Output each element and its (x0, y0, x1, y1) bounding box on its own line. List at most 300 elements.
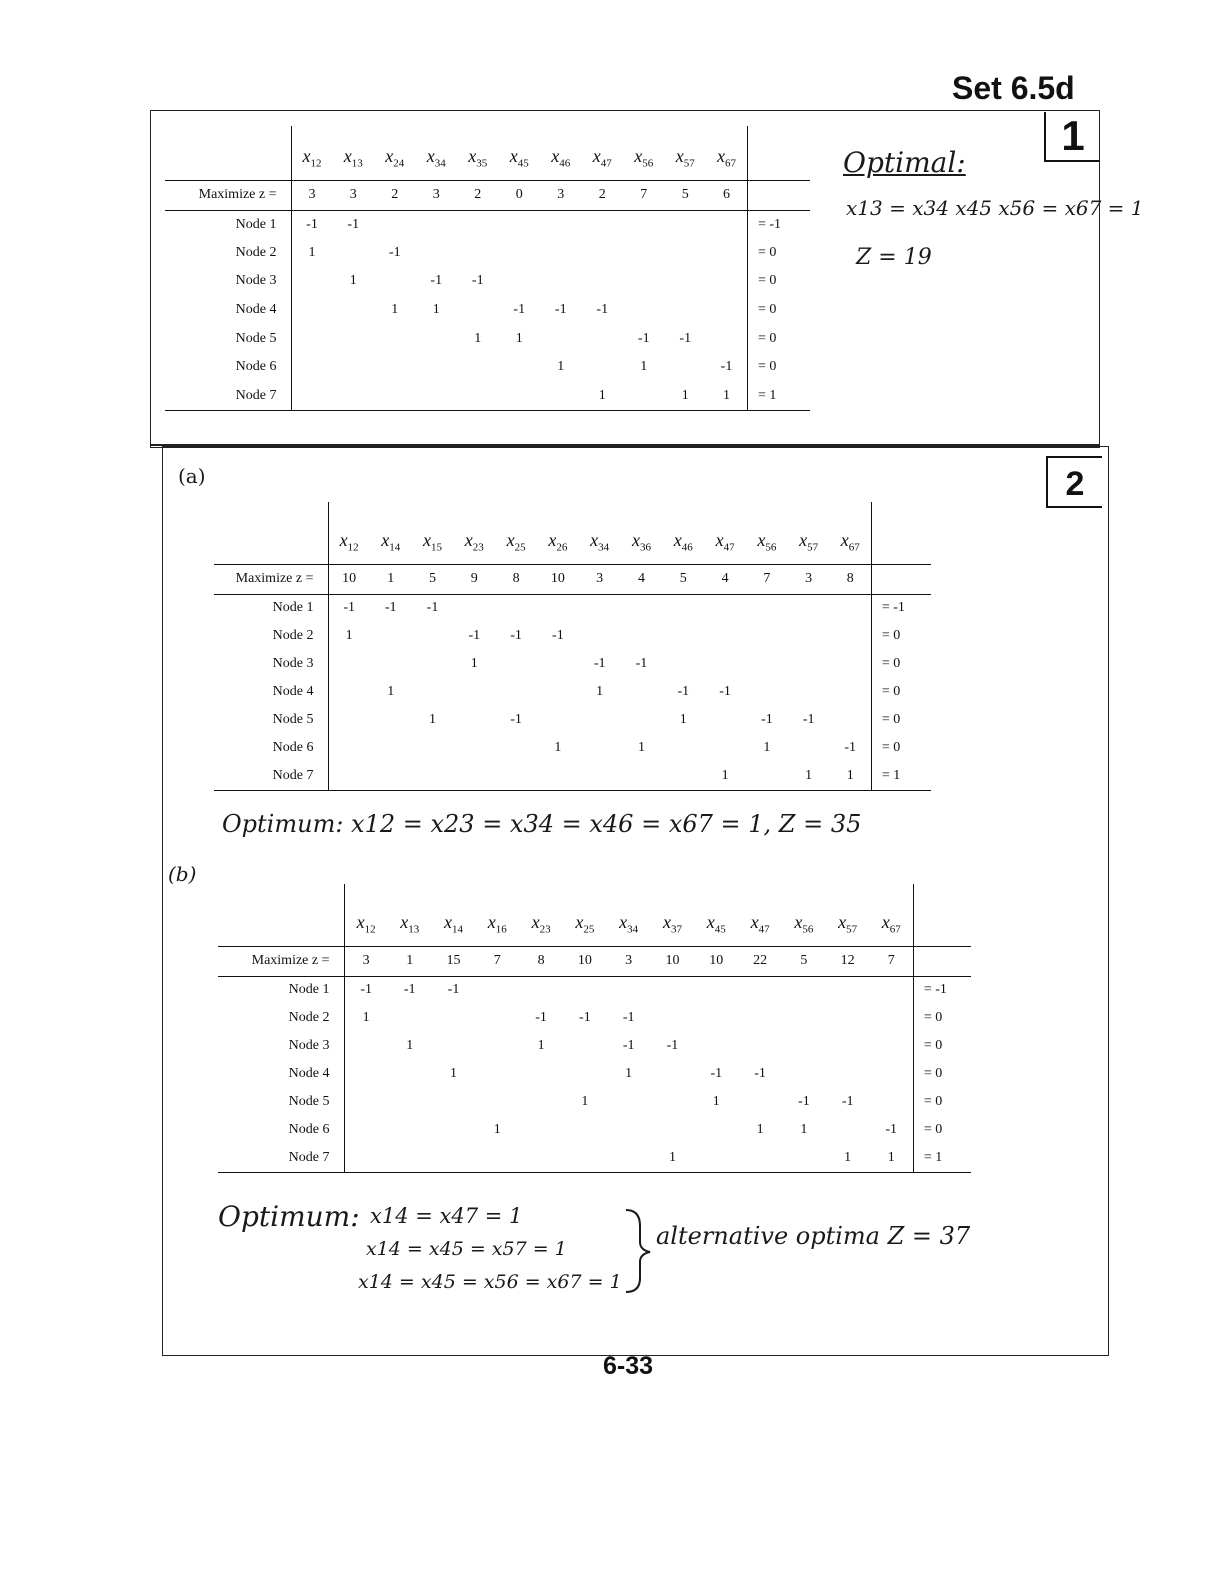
coefficient-cell (746, 650, 788, 678)
node-label: Node 1 (235, 216, 277, 232)
coefficient-cell (432, 1088, 476, 1116)
var-header: $x_{25}$ (575, 911, 595, 936)
part-b-result-line-2: x14 = x45 = x57 = 1 (366, 1238, 567, 1260)
coefficient-cell (432, 1004, 476, 1032)
objective-coefficient: 0 (499, 180, 541, 210)
constraint-row (214, 678, 931, 706)
coefficient-cell (746, 678, 788, 706)
objective-coefficient: 3 (416, 180, 458, 210)
node-label: Node 1 (272, 600, 314, 616)
coefficient-cell (782, 1144, 826, 1172)
coefficient-cell (738, 976, 782, 1004)
coefficient-cell (706, 267, 748, 296)
coefficient-cell: -1 (593, 656, 606, 671)
coefficient-cell (519, 1088, 563, 1116)
coefficient-cell: 1 (493, 1122, 501, 1137)
rhs-cell: = 0 (871, 706, 931, 734)
coefficient-cell (704, 650, 746, 678)
coefficient-cell (495, 678, 537, 706)
coefficient-cell (623, 239, 665, 268)
coefficient-cell (291, 353, 333, 382)
coefficient-cell: 1 (387, 684, 395, 699)
coefficient-cell (374, 324, 416, 353)
problem-1-optimal-title: Optimal: (843, 146, 966, 179)
coefficient-cell (344, 1088, 388, 1116)
objective-coefficient: 3 (788, 564, 830, 594)
coefficient-cell: -1 (552, 628, 564, 643)
var-header: $x_{13}$ (343, 145, 363, 170)
var-header: $x_{34}$ (426, 145, 446, 170)
constraint-row (214, 594, 931, 622)
coefficient-cell: 1 (763, 740, 771, 755)
coefficient-cell (416, 210, 458, 239)
var-header: $x_{56}$ (634, 145, 654, 170)
coefficient-cell: -1 (384, 600, 397, 616)
page-number: 6-33 (603, 1352, 654, 1380)
var-header: $x_{16}$ (487, 911, 507, 936)
coefficient-cell (870, 1060, 914, 1088)
node-label: Node 3 (235, 273, 277, 289)
var-header: $x_{57}$ (799, 529, 819, 554)
coefficient-cell (457, 382, 499, 411)
var-header: $x_{37}$ (662, 911, 682, 936)
objective-coefficient: 10 (563, 946, 607, 976)
coefficient-cell (563, 1032, 607, 1060)
node-label: Node 2 (235, 244, 277, 260)
coefficient-cell: 1 (800, 1122, 808, 1137)
coefficient-cell: -1 (622, 1010, 635, 1025)
var-header: $x_{57}$ (838, 911, 858, 936)
coefficient-cell (412, 650, 454, 678)
constraint-row (214, 762, 931, 790)
coefficient-cell (344, 1116, 388, 1144)
objective-label: Maximize z = (165, 180, 291, 210)
coefficient-cell (746, 594, 788, 622)
coefficient-cell (621, 622, 663, 650)
coefficient-cell (704, 706, 746, 734)
coefficient-cell (826, 976, 870, 1004)
coefficient-cell (388, 1116, 432, 1144)
coefficient-cell (665, 210, 707, 239)
coefficient-cell: 1 (830, 762, 872, 790)
coefficient-cell: 1 (474, 330, 482, 346)
rhs-cell: = 0 (748, 267, 810, 296)
coefficient-cell (738, 1088, 782, 1116)
coefficient-cell (519, 1060, 563, 1088)
coefficient-cell (333, 382, 375, 411)
coefficient-cell (621, 594, 663, 622)
coefficient-cell: -1 (554, 302, 567, 318)
coefficient-cell (328, 762, 370, 790)
coefficient-cell (607, 1144, 651, 1172)
coefficient-cell (607, 976, 651, 1004)
rhs-cell: = 0 (913, 1060, 971, 1088)
rhs-cell: = 0 (913, 1116, 971, 1144)
coefficient-cell (432, 1144, 476, 1172)
coefficient-cell (738, 1032, 782, 1060)
coefficient-cell: 1 (291, 239, 333, 268)
coefficient-cell (563, 976, 607, 1004)
coefficient-cell: 1 (554, 740, 562, 755)
coefficient-cell: -1 (679, 330, 692, 346)
node-label: Node 2 (272, 628, 314, 643)
var-header: $x_{56}$ (794, 911, 814, 936)
coefficient-cell: -1 (754, 1066, 766, 1081)
coefficient-cell: -1 (677, 684, 690, 699)
coefficient-cell (746, 762, 788, 790)
coefficient-cell (416, 324, 458, 353)
coefficient-cell (826, 1032, 870, 1060)
coefficient-cell (582, 210, 624, 239)
rhs-cell: = 1 (913, 1144, 971, 1172)
coefficient-cell: -1 (347, 216, 360, 232)
coefficient-cell (621, 678, 663, 706)
node-label: Node 4 (272, 684, 314, 699)
objective-coefficient: 2 (374, 180, 416, 210)
node-label: Node 1 (288, 982, 330, 998)
coefficient-cell (519, 1116, 563, 1144)
rhs-cell: = 0 (871, 622, 931, 650)
coefficient-cell (291, 382, 333, 411)
objective-coefficient: 15 (432, 946, 476, 976)
var-header: $x_{13}$ (400, 911, 420, 936)
problem-1-table (165, 126, 810, 411)
rhs-cell: = -1 (871, 594, 931, 622)
rhs-cell: = 0 (913, 1088, 971, 1116)
coefficient-cell (788, 622, 830, 650)
coefficient-cell (694, 1116, 738, 1144)
objective-coefficient: 3 (291, 180, 333, 210)
objective-coefficient: 7 (475, 946, 519, 976)
coefficient-cell (651, 1060, 695, 1088)
rhs-cell: = 0 (913, 1004, 971, 1032)
coefficient-cell: 1 (406, 1038, 414, 1053)
coefficient-cell (432, 1116, 476, 1144)
coefficient-cell: 1 (712, 1094, 720, 1109)
coefficient-cell: 1 (665, 382, 707, 411)
coefficient-cell (388, 1144, 432, 1172)
objective-coefficient: 4 (704, 564, 746, 594)
part-a-table (214, 502, 931, 791)
coefficient-cell (782, 1004, 826, 1032)
constraint-row (214, 622, 931, 650)
objective-coefficient: 7 (746, 564, 788, 594)
coefficient-cell: -1 (510, 712, 522, 727)
coefficient-cell (870, 1088, 914, 1116)
coefficient-cell (651, 1088, 695, 1116)
objective-coefficient: 8 (830, 564, 872, 594)
coefficient-cell: -1 (291, 210, 333, 239)
constraint-row (218, 1088, 971, 1116)
coefficient-cell (495, 650, 537, 678)
coefficient-cell (475, 1004, 519, 1032)
constraint-row (165, 382, 810, 411)
coefficient-cell: -1 (510, 628, 522, 643)
var-header: $x_{47}$ (592, 145, 612, 170)
node-label: Node 7 (214, 762, 328, 790)
coefficient-cell (291, 296, 333, 325)
var-header: $x_{12}$ (344, 884, 388, 946)
var-header: $x_{56}$ (757, 529, 777, 554)
coefficient-cell (344, 1032, 388, 1060)
coefficient-cell (662, 594, 704, 622)
objective-coefficient: 7 (870, 946, 914, 976)
coefficient-cell (826, 1004, 870, 1032)
coefficient-cell: -1 (344, 976, 388, 1004)
var-header: $x_{12}$ (328, 502, 370, 564)
constraint-row (214, 734, 931, 762)
coefficient-cell (830, 650, 872, 678)
coefficient-cell (537, 678, 579, 706)
objective-coefficient: 3 (344, 946, 388, 976)
coefficient-cell (333, 239, 375, 268)
var-header: $x_{46}$ (673, 529, 693, 554)
coefficient-cell (519, 976, 563, 1004)
coefficient-cell: -1 (596, 302, 609, 318)
rhs-cell: = 0 (748, 324, 810, 353)
coefficient-cell: 1 (637, 740, 645, 755)
node-label: Node 7 (218, 1144, 344, 1172)
coefficient-cell (582, 267, 624, 296)
var-header: $x_{24}$ (385, 145, 405, 170)
coefficient-cell (457, 210, 499, 239)
constraint-row (218, 1032, 971, 1060)
coefficient-cell (782, 976, 826, 1004)
coefficient-cell (665, 353, 707, 382)
coefficient-cell (453, 706, 495, 734)
var-header: $x_{15}$ (422, 529, 442, 554)
part-b-alternative-note: alternative optima Z = 37 (656, 1222, 971, 1250)
coefficient-cell (388, 1088, 432, 1116)
rhs-cell: = 1 (871, 762, 931, 790)
objective-coefficient: 1 (370, 564, 412, 594)
constraint-row (218, 976, 971, 1004)
coefficient-cell: 1 (679, 712, 687, 727)
coefficient-cell (475, 1060, 519, 1088)
objective-coefficient: 5 (662, 564, 704, 594)
objective-coefficient: 1 (388, 946, 432, 976)
var-header: $x_{57}$ (675, 145, 695, 170)
objective-coefficient: 2 (457, 180, 499, 210)
constraint-row (214, 706, 931, 734)
objective-coefficient: 5 (665, 180, 707, 210)
coefficient-cell (416, 239, 458, 268)
coefficient-cell: -1 (719, 684, 731, 699)
coefficient-cell (788, 734, 830, 762)
coefficient-cell: 1 (515, 330, 523, 346)
part-b-table (218, 884, 971, 1173)
node-label: Node 2 (288, 1010, 330, 1025)
var-header: $x_{67}$ (840, 529, 860, 554)
coefficient-cell: -1 (388, 244, 401, 260)
var-header: $x_{34}$ (590, 529, 610, 554)
var-header: $x_{47}$ (715, 529, 735, 554)
coefficient-cell: -1 (471, 273, 484, 289)
coefficient-cell (582, 324, 624, 353)
coefficient-cell (540, 239, 582, 268)
coefficient-cell (291, 324, 333, 353)
objective-coefficient: 3 (579, 564, 621, 594)
objective-coefficient: 12 (826, 946, 870, 976)
var-header: $x_{25}$ (506, 529, 526, 554)
coefficient-cell: 1 (625, 1066, 633, 1081)
coefficient-cell (412, 678, 454, 706)
coefficient-cell (416, 353, 458, 382)
coefficient-cell (495, 762, 537, 790)
curly-brace (620, 1206, 660, 1296)
node-label: Node 3 (288, 1038, 330, 1053)
var-header: $x_{67}$ (881, 911, 901, 936)
coefficient-cell: -1 (720, 359, 733, 375)
coefficient-cell (651, 1004, 695, 1032)
problem-2-badge: 2 (1046, 456, 1102, 508)
node-label: Node 5 (288, 1094, 330, 1109)
coefficient-cell: 1 (581, 1094, 589, 1109)
coefficient-cell (457, 239, 499, 268)
coefficient-cell (333, 324, 375, 353)
coefficient-cell (374, 267, 416, 296)
coefficient-cell (662, 734, 704, 762)
part-b-result-title: Optimum: (218, 1200, 360, 1233)
coefficient-cell: -1 (666, 1038, 679, 1053)
coefficient-cell: 1 (391, 302, 399, 318)
objective-coefficient: 5 (412, 564, 454, 594)
coefficient-cell (499, 267, 541, 296)
coefficient-cell: -1 (761, 712, 773, 727)
coefficient-cell (706, 324, 748, 353)
coefficient-cell (623, 267, 665, 296)
var-header: $x_{36}$ (631, 529, 651, 554)
coefficient-cell (746, 622, 788, 650)
coefficient-cell: -1 (637, 330, 650, 346)
coefficient-cell (495, 734, 537, 762)
var-header: $x_{67}$ (717, 145, 736, 170)
part-b-result-line-1: x14 = x47 = 1 (370, 1204, 523, 1228)
node-label: Node 7 (165, 382, 291, 411)
coefficient-cell (416, 382, 458, 411)
objective-coefficient: 3 (607, 946, 651, 976)
coefficient-cell (291, 267, 333, 296)
coefficient-cell: -1 (468, 628, 481, 643)
coefficient-cell (607, 1088, 651, 1116)
rhs-cell: = 0 (748, 239, 810, 268)
coefficient-cell (499, 210, 541, 239)
constraint-row (165, 239, 810, 268)
var-header: $x_{45}$ (706, 911, 726, 936)
coefficient-cell (537, 594, 579, 622)
coefficient-cell (830, 594, 872, 622)
problem-1-optimal-solution: x13 = x34 x45 x56 = x67 = 1 (846, 196, 1144, 220)
set-title: Set 6.5d (952, 70, 1075, 106)
coefficient-cell (621, 706, 663, 734)
coefficient-cell (412, 734, 454, 762)
rhs-cell: = 0 (871, 734, 931, 762)
coefficient-cell: 1 (596, 684, 604, 699)
coefficient-cell: 1 (470, 656, 478, 671)
coefficient-cell: -1 (328, 594, 370, 622)
coefficient-cell (651, 976, 695, 1004)
coefficient-cell: -1 (430, 273, 443, 289)
var-header: $x_{26}$ (548, 529, 568, 554)
coefficient-cell (475, 1088, 519, 1116)
rhs-cell: = 0 (748, 353, 810, 382)
coefficient-cell: 1 (557, 359, 565, 375)
coefficient-cell (537, 650, 579, 678)
coefficient-cell (788, 594, 830, 622)
coefficient-cell: 1 (706, 382, 748, 411)
coefficient-cell: 1 (328, 622, 370, 650)
coefficient-cell (665, 239, 707, 268)
problem-1-badge: 1 (1044, 112, 1100, 162)
coefficient-cell: 1 (826, 1144, 870, 1172)
coefficient-cell (475, 976, 519, 1004)
coefficient-cell (694, 1032, 738, 1060)
objective-coefficient: 8 (519, 946, 563, 976)
objective-coefficient: 3 (540, 180, 582, 210)
coefficient-cell: 1 (344, 1004, 388, 1032)
part-b-label: (b) (168, 862, 197, 886)
part-b-result-line-3: x14 = x45 = x56 = x67 = 1 (358, 1271, 622, 1293)
coefficient-cell: 1 (704, 762, 746, 790)
coefficient-cell: 1 (432, 302, 440, 318)
coefficient-cell: 1 (651, 1144, 695, 1172)
coefficient-cell (782, 1032, 826, 1060)
coefficient-cell: 1 (756, 1122, 764, 1137)
coefficient-cell (370, 650, 412, 678)
coefficient-cell: 1 (870, 1144, 914, 1172)
rhs-cell: = -1 (913, 976, 971, 1004)
coefficient-cell (830, 622, 872, 650)
objective-coefficient: 9 (453, 564, 495, 594)
coefficient-cell (738, 1144, 782, 1172)
coefficient-cell (651, 1116, 695, 1144)
coefficient-cell: 1 (428, 712, 436, 727)
coefficient-cell (370, 762, 412, 790)
constraint-row (165, 210, 810, 239)
coefficient-cell: -1 (841, 1094, 854, 1109)
rhs-cell: = 0 (871, 678, 931, 706)
constraint-row (165, 324, 810, 353)
coefficient-cell: -1 (885, 1122, 898, 1137)
coefficient-cell (582, 353, 624, 382)
coefficient-cell (453, 734, 495, 762)
coefficient-cell (870, 976, 914, 1004)
coefficient-cell (412, 622, 454, 650)
coefficient-cell (579, 594, 621, 622)
objective-coefficient: 3 (333, 180, 375, 210)
coefficient-cell (694, 1144, 738, 1172)
var-header: $x_{12}$ (291, 126, 333, 180)
objective-coefficient: 10 (328, 564, 370, 594)
coefficient-cell (665, 267, 707, 296)
objective-coefficient: 5 (782, 946, 826, 976)
coefficient-cell (704, 594, 746, 622)
coefficient-cell (623, 296, 665, 325)
coefficient-cell (370, 706, 412, 734)
var-header: $x_{46}$ (551, 145, 571, 170)
node-label: Node 6 (272, 740, 314, 755)
coefficient-cell (579, 734, 621, 762)
coefficient-cell (453, 678, 495, 706)
coefficient-cell (475, 1144, 519, 1172)
coefficient-cell: -1 (844, 740, 857, 755)
constraint-row (218, 1004, 971, 1032)
coefficient-cell (830, 678, 872, 706)
var-header: $x_{34}$ (619, 911, 639, 936)
var-header: $x_{23}$ (531, 911, 551, 936)
coefficient-cell (328, 706, 370, 734)
coefficient-cell (333, 296, 375, 325)
